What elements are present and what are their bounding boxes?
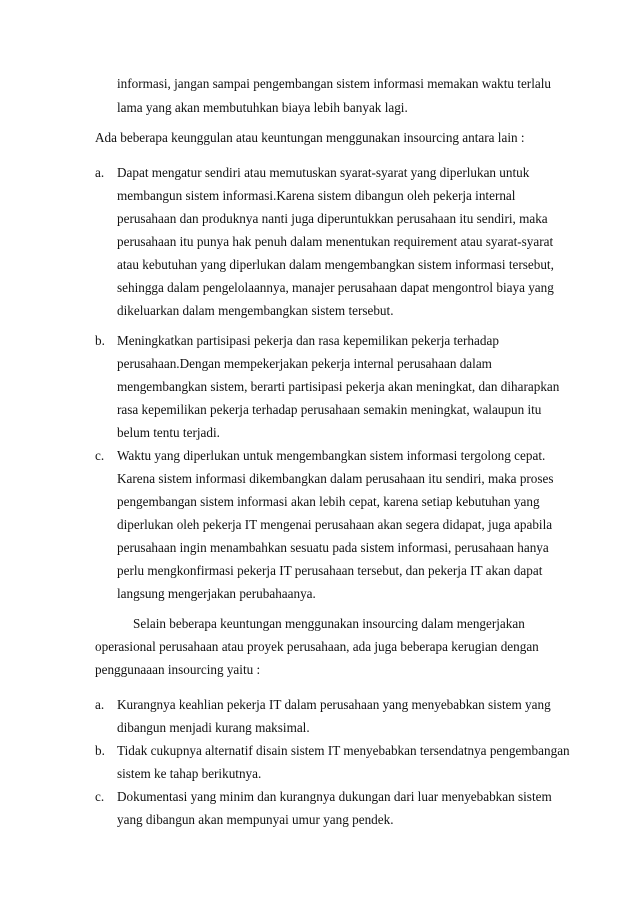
- paragraph-line: penggunaaan insourcing yaitu :: [95, 662, 261, 677]
- list-item-line: membangun sistem informasi.Karena sistem dibangun oleh pekerja internal: [117, 188, 516, 203]
- list-item-line: atau kebutuhan yang diperlukan dalam mengembangkan sistem informasi tersebut,: [117, 257, 554, 272]
- paragraph-line: Selain beberapa keuntungan menggunakan insourcing dalam mengerjakan: [133, 616, 525, 631]
- list-marker: c.: [95, 448, 105, 463]
- list-item-line: perusahaan itu punya hak penuh dalam menentukan requirement atau syarat-syarat: [117, 234, 554, 249]
- list-marker: b.: [95, 333, 105, 348]
- list-item-line: yang dibangun akan mempunyai umur yang pendek.: [117, 812, 394, 827]
- list-item-line: perusahaan ingin menambahkan sesuatu pada sistem informasi, perusahaan hanya: [117, 540, 549, 555]
- list-item-line: sehingga dalam pengelolaannya, manajer perusahaan dapat mengontrol biaya yang: [117, 280, 554, 295]
- list-item-line: mengembangkan sistem, berarti partisipasi pekerja akan meningkat, dan diharapkan: [117, 379, 560, 394]
- list-item-line: Waktu yang diperlukan untuk mengembangkan sistem informasi tergolong cepat.: [117, 448, 546, 463]
- list-item-line: langsung mengerjakan perubahaanya.: [117, 586, 316, 601]
- list-item-line: sistem ke tahap berikutnya.: [117, 766, 262, 781]
- list-item-line: belum tentu terjadi.: [117, 425, 220, 440]
- list-marker: c.: [95, 789, 105, 804]
- list-item-line: perusahaan dan produknya nanti juga diperuntukkan perusahaan itu sendiri, maka: [117, 211, 548, 226]
- list-item-line: perlu mengkonfirmasi pekerja IT perusahaan tersebut, dan pekerja IT akan dapat: [117, 563, 543, 578]
- list-item-line: Dokumentasi yang minim dan kurangnya dukungan dari luar menyebabkan sistem: [117, 789, 552, 804]
- list-item-line: pengembangan sistem informasi akan lebih cepat, karena setiap kebutuhan yang: [117, 494, 540, 509]
- list-marker: b.: [95, 743, 105, 758]
- list-item-line: dibangun menjadi kurang maksimal.: [117, 720, 310, 735]
- list-item-line: perusahaan.Dengan mempekerjakan pekerja internal perusahaan dalam: [117, 356, 492, 371]
- list-item-line: rasa kepemilikan pekerja terhadap perusahaan semakin meningkat, walaupun itu: [117, 402, 542, 417]
- list-item-line: Dapat mengatur sendiri atau memutuskan syarat-syarat yang diperlukan untuk: [117, 165, 530, 180]
- list-item-line: Karena sistem informasi dikembangkan dalam perusahaan itu sendiri, maka proses: [117, 471, 554, 486]
- list-marker: a.: [95, 165, 105, 180]
- list-item-line: Tidak cukupnya alternatif disain sistem IT menyebabkan tersendatnya pengembangan: [117, 743, 570, 758]
- list-item-line: diperlukan oleh pekerja IT mengenai perusahaan akan segera didapat, juga apabila: [117, 517, 553, 532]
- paragraph-line: operasional perusahaan atau proyek perusahaan, ada juga beberapa kerugian dengan: [95, 639, 539, 654]
- list-marker: a.: [95, 697, 105, 712]
- intro-line: lama yang akan membutuhkan biaya lebih banyak lagi.: [117, 100, 408, 115]
- list-item-line: Kurangnya keahlian pekerja IT dalam perusahaan yang menyebabkan sistem yang: [117, 697, 551, 712]
- intro-line: informasi, jangan sampai pengembangan sistem informasi memakan waktu terlalu: [117, 76, 551, 91]
- list-item-line: dikeluarkan dalam mengembangkan sistem tersebut.: [117, 303, 394, 318]
- advantages-heading: Ada beberapa keunggulan atau keuntungan menggunakan insourcing antara lain :: [95, 130, 525, 145]
- list-item-line: Meningkatkan partisipasi pekerja dan rasa kepemilikan pekerja terhadap: [117, 333, 499, 348]
